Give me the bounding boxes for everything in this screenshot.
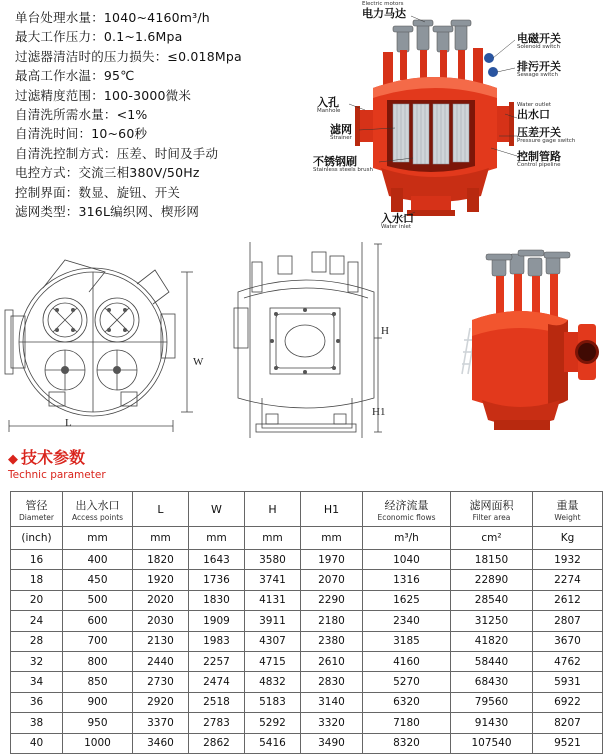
table-cell: 1625 [363,590,451,610]
table-cell: 2340 [363,611,451,631]
table-cell: 600 [63,611,133,631]
table-cell: 1830 [189,590,245,610]
unit-cell: mm [189,527,245,550]
table-unit-row [11,527,603,550]
unit-cell: m³/h [363,527,451,550]
header-label: 重量 [556,498,579,512]
table-cell: 2290 [301,590,363,610]
unit-cell: cm² [451,527,533,550]
table-cell: 4762 [533,651,603,671]
table-cell: 800 [63,651,133,671]
spec-max-temp: 最高工作水温：95℃ [15,68,135,84]
diamond-icon: ◆ [8,452,18,467]
table-cell: 2130 [133,631,189,651]
table-cell: 2030 [133,611,189,631]
table-cell: 1820 [133,550,189,570]
table-cell: 2020 [133,590,189,610]
unit-cell: (inch) [11,527,63,550]
table-cell: 1909 [189,611,245,631]
table-cell: 3911 [245,611,301,631]
callout-solenoid-switch: 电磁开关 Solenoid switch [517,32,561,50]
table-header-cell [189,492,245,527]
table-cell: 2730 [133,672,189,692]
header-label-en: Diameter [18,512,54,522]
section-subtitle: Technic parameter [8,469,106,481]
table-cell: 4832 [245,672,301,692]
table-cell: 5292 [245,713,301,733]
table-cell: 1970 [301,550,363,570]
callout-water-inlet: 入水口 Water inlet [381,212,414,230]
table-row [11,611,603,631]
table-cell: 6320 [363,692,451,712]
table-cell: 2274 [533,570,603,590]
table-cell: 6922 [533,692,603,712]
table-cell: 950 [63,713,133,733]
table-cell: 8320 [363,733,451,753]
table-cell: 41820 [451,631,533,651]
table-cell: 79560 [451,692,533,712]
table-cell: 38 [11,713,63,733]
table-cell: 2440 [133,651,189,671]
table-cell: 22890 [451,570,533,590]
table-row [11,651,603,671]
dimension-l: L [65,417,72,429]
table-cell: 18150 [451,550,533,570]
table-cell: 2807 [533,611,603,631]
spec-water-needed: 自清洗所需水量：<1% [15,107,148,123]
table-cell: 3741 [245,570,301,590]
spec-control-mode: 自清洗控制方式：压差、时间及手动 [15,145,219,161]
header-label: 经济流量 [384,498,429,512]
dimension-h1: H1 [372,406,386,418]
table-cell: 3320 [301,713,363,733]
spec-max-pressure: 最大工作压力：0.1~1.6Mpa [15,29,183,45]
table-cell: 28540 [451,590,533,610]
table-cell: 1316 [363,570,451,590]
table-cell: 1040 [363,550,451,570]
table-cell: 2180 [301,611,363,631]
section-title [8,445,106,481]
section-title-text: 技术参数 [21,448,86,467]
table-cell: 2474 [189,672,245,692]
callout-strainer: 滤网 Strainer [330,123,352,141]
parameter-table [10,491,603,754]
callout-steel-brush: 不锈钢刷 Stainless steels brush [313,155,373,173]
table-cell: 2070 [301,570,363,590]
table-header-row [11,492,603,527]
table-row [11,692,603,712]
table-cell: 1920 [133,570,189,590]
table-cell: 900 [63,692,133,712]
table-row [11,672,603,692]
callout-pressure-switch: 压差开关 Pressure gage switch [517,126,576,144]
table-header-cell [533,492,603,527]
table-cell: 3370 [133,713,189,733]
header-label: 管径 [25,498,48,512]
table-cell: 2257 [189,651,245,671]
spec-list [15,8,315,221]
spec-interface: 控制界面：数显、旋钮、开关 [15,184,181,200]
table-cell: 1983 [189,631,245,651]
table-cell: 58440 [451,651,533,671]
table-cell: 1643 [189,550,245,570]
header-label-en: Access points [71,512,124,522]
table-cell: 500 [63,590,133,610]
table-cell: 4715 [245,651,301,671]
table-cell: 4307 [245,631,301,651]
table-cell: 91430 [451,713,533,733]
table-row [11,550,603,570]
table-cell: 2380 [301,631,363,651]
table-cell: 7180 [363,713,451,733]
table-cell: 68430 [451,672,533,692]
table-cell: 1932 [533,550,603,570]
unit-cell: mm [245,527,301,550]
spec-electric: 电控方式：交流三相380V/50Hz [15,165,200,181]
table-header-cell [245,492,301,527]
table-header-cell [133,492,189,527]
table-header-cell [363,492,451,527]
table-cell: 2830 [301,672,363,692]
unit-cell: mm [133,527,189,550]
table-row [11,590,603,610]
unit-cell: mm [63,527,133,550]
table-header-cell [63,492,133,527]
table-cell: 3460 [133,733,189,753]
table-row [11,570,603,590]
header-label: H1 [323,502,340,516]
header-label: 滤网面积 [469,498,514,512]
table-cell: 2612 [533,590,603,610]
table-cell: 24 [11,611,63,631]
table-row [11,713,603,733]
dimension-h: H [381,325,389,337]
table-cell: 18 [11,570,63,590]
table-cell: 32 [11,651,63,671]
header-label-en: Filter area [472,512,511,522]
header-label: 出入水口 [75,498,120,512]
callout-control-pipeline: 控制管路 Control pipeline [517,150,561,168]
table-header-cell [301,492,363,527]
spec-precision: 过滤精度范围：100-3000微米 [15,87,192,103]
unit-cell: mm [301,527,363,550]
table-cell: 28 [11,631,63,651]
header-label: W [211,502,222,516]
table-row [11,631,603,651]
top-view-drawing [5,252,205,437]
table-cell: 700 [63,631,133,651]
callout-manhole: 入孔 Manhole [317,96,341,114]
callout-sewage-switch: 排污开关 Sewage switch [517,60,561,78]
table-cell: 2920 [133,692,189,712]
table-cell: 4160 [363,651,451,671]
table-cell: 40 [11,733,63,753]
spec-pressure-loss: 过滤器清洁时的压力损失：≤0.018Mpa [15,48,242,64]
table-cell: 850 [63,672,133,692]
table-cell: 5931 [533,672,603,692]
table-cell: 2518 [189,692,245,712]
table-cell: 8207 [533,713,603,733]
table-cell: 3140 [301,692,363,712]
table-cell: 1736 [189,570,245,590]
table-cell: 2862 [189,733,245,753]
table-row [11,733,603,753]
unit-cell: Kg [533,527,603,550]
table-cell: 3490 [301,733,363,753]
table-cell: 31250 [451,611,533,631]
spec-capacity: 单台处理水量：1040~4160m³/h [15,10,210,25]
table-cell: 5270 [363,672,451,692]
table-cell: 16 [11,550,63,570]
dimension-w: W [193,356,204,368]
table-cell: 5183 [245,692,301,712]
filter-3d-rendering [452,250,602,435]
table-header-cell [451,492,533,527]
callout-water-outlet: Water outlet 出水口 [517,102,552,121]
callout-electric-motor: Electric motors 电力马达 [362,1,406,20]
header-label-en: Weight [554,512,581,522]
header-label: H [268,502,277,516]
table-cell: 36 [11,692,63,712]
table-cell: 9521 [533,733,603,753]
table-cell: 3580 [245,550,301,570]
table-cell: 450 [63,570,133,590]
table-cell: 2610 [301,651,363,671]
table-cell: 5416 [245,733,301,753]
spec-screen-type: 滤网类型：316L编织网、楔形网 [15,204,200,220]
table-cell: 400 [63,550,133,570]
table-header-cell [11,492,63,527]
table-cell: 3185 [363,631,451,651]
side-view-drawing [222,238,392,443]
spec-clean-time: 自清洗时间：10~60秒 [15,126,148,142]
cutaway-filter-illustration [355,18,515,233]
header-label-en: Economic flows [377,512,436,522]
header-label: L [157,502,164,516]
table-cell: 4131 [245,590,301,610]
table-cell: 1000 [63,733,133,753]
table-cell: 3670 [533,631,603,651]
table-cell: 20 [11,590,63,610]
table-cell: 107540 [451,733,533,753]
table-cell: 2783 [189,713,245,733]
table-cell: 34 [11,672,63,692]
